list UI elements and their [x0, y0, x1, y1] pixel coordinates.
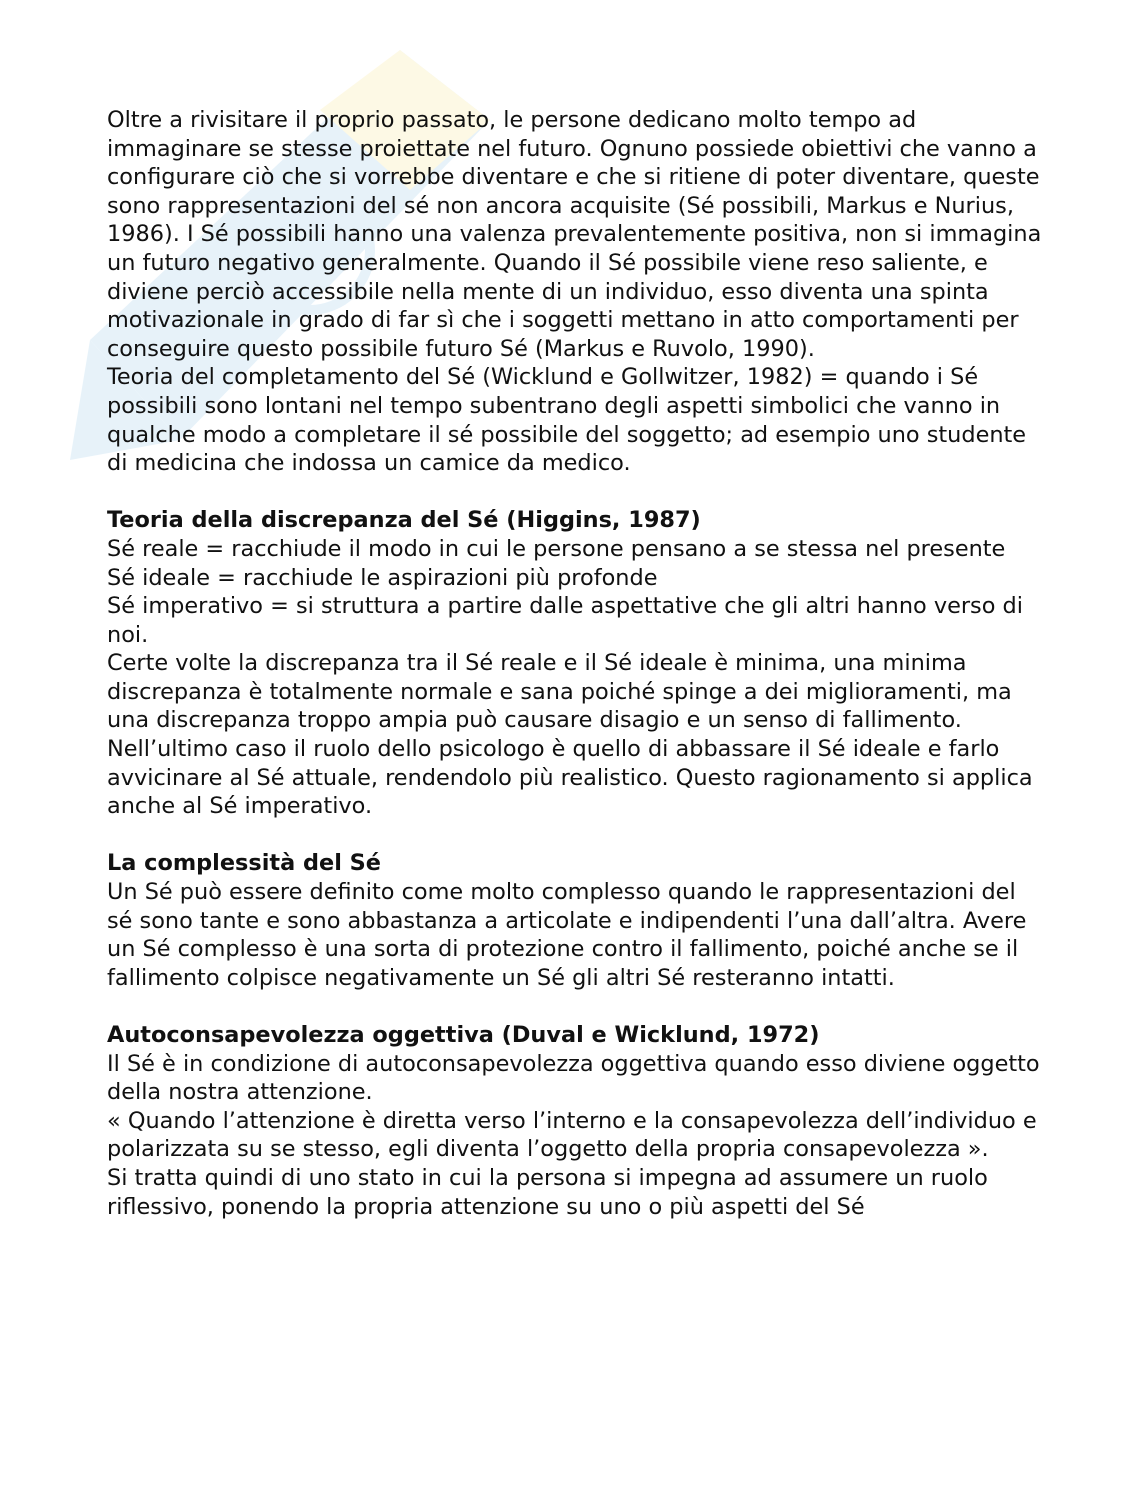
- self-awareness-body: Si tratta quindi di uno stato in cui la persona si impegna ad assumere un ruolo riflessivo, ponendo la propria attenzione su uno o più aspetti del Sé: [107, 1164, 988, 1220]
- real-self-definition: Sé reale = racchiude il modo in cui le persone pensano a se stessa nel presente: [107, 535, 1006, 562]
- ideal-self-definition: Sé ideale = racchiude le aspirazioni più profonde: [107, 564, 658, 591]
- self-awareness-heading: Autoconsapevolezza oggettiva (Duval e Wicklund, 1972): [107, 1022, 820, 1048]
- paragraph-spacer: [107, 478, 1047, 507]
- self-completion-paragraph: Teoria del completamento del Sé (Wicklund e Gollwitzer, 1982) = quando i Sé possibili sono lontani nel tempo subentrano degli aspetti simbolici che vanno in qualche modo a completare il sé possibile del soggetto; ad esempio uno studente di medicina che indossa un camice da medico.: [107, 364, 1027, 477]
- complexity-heading: La complessità del Sé: [107, 850, 381, 877]
- self-awareness-definition: Il Sé è in condizione di autoconsapevolezza oggettiva quando esso diviene oggetto della nostra attenzione.: [107, 1050, 1040, 1106]
- ought-self-definition: Sé imperativo = si struttura a partire dalle aspettative che gli altri hanno verso di noi.: [107, 593, 1023, 648]
- document-page: [107, 106, 1047, 1221]
- self-awareness-quote: « Quando l’attenzione è diretta verso l’interno e la consapevolezza dell’individuo e polarizzata su se stesso, egli diventa l’oggetto della propria consapevolezza ».: [107, 1107, 1037, 1163]
- complexity-body: Un Sé può essere definito come molto complesso quando le rappresentazioni del sé sono tante e sono abbastanza a articolate e indipendenti l’una dall’altra. Avere un Sé complesso è una sorta di protezione contro il fallimento, poiché anche se il fallimento colpisce negativamente un Sé gli altri Sé resteranno intatti.: [107, 879, 1027, 991]
- discrepancy-heading: Teoria della discrepanza del Sé (Higgins, 1987): [107, 507, 701, 534]
- discrepancy-body: Certe volte la discrepanza tra il Sé reale e il Sé ideale è minima, una minima discrepanza è totalmente normale e sana poiché spinge a dei miglioramenti, ma una discrepanza troppo ampia può causare disagio e un senso di fallimento. Nell’ultimo caso il ruolo dello psicologo è quello di abbassare il Sé ideale e farlo avvicinare al Sé attuale, rendendolo più realistico. Questo ragionamento si applica anche al Sé imperativo.: [107, 650, 1033, 820]
- paragraph-spacer: [107, 821, 1047, 850]
- intro-paragraph: Oltre a rivisitare il proprio passato, le persone dedicano molto tempo ad immaginare se stesse proiettate nel futuro. Ognuno possiede obiettivi che vanno a configurare ciò che si vorrebbe diventare e che si ritiene di poter diventare, queste sono rappresentazioni del sé non ancora acquisite (Sé possibili, Markus e Nurius, 1986). I Sé possibili hanno una valenza prevalentemente positiva, non si immagina un futuro negativo generalmente. Quando il Sé possibile viene reso saliente, e diviene perciò accessibile nella mente di un individuo, esso diventa una spinta motivazionale in grado di far sì che i soggetti mettano in atto comportamenti per conseguire questo possibile futuro Sé (Markus e Ruvolo, 1990).: [107, 107, 1042, 362]
- paragraph-spacer: [107, 992, 1047, 1021]
